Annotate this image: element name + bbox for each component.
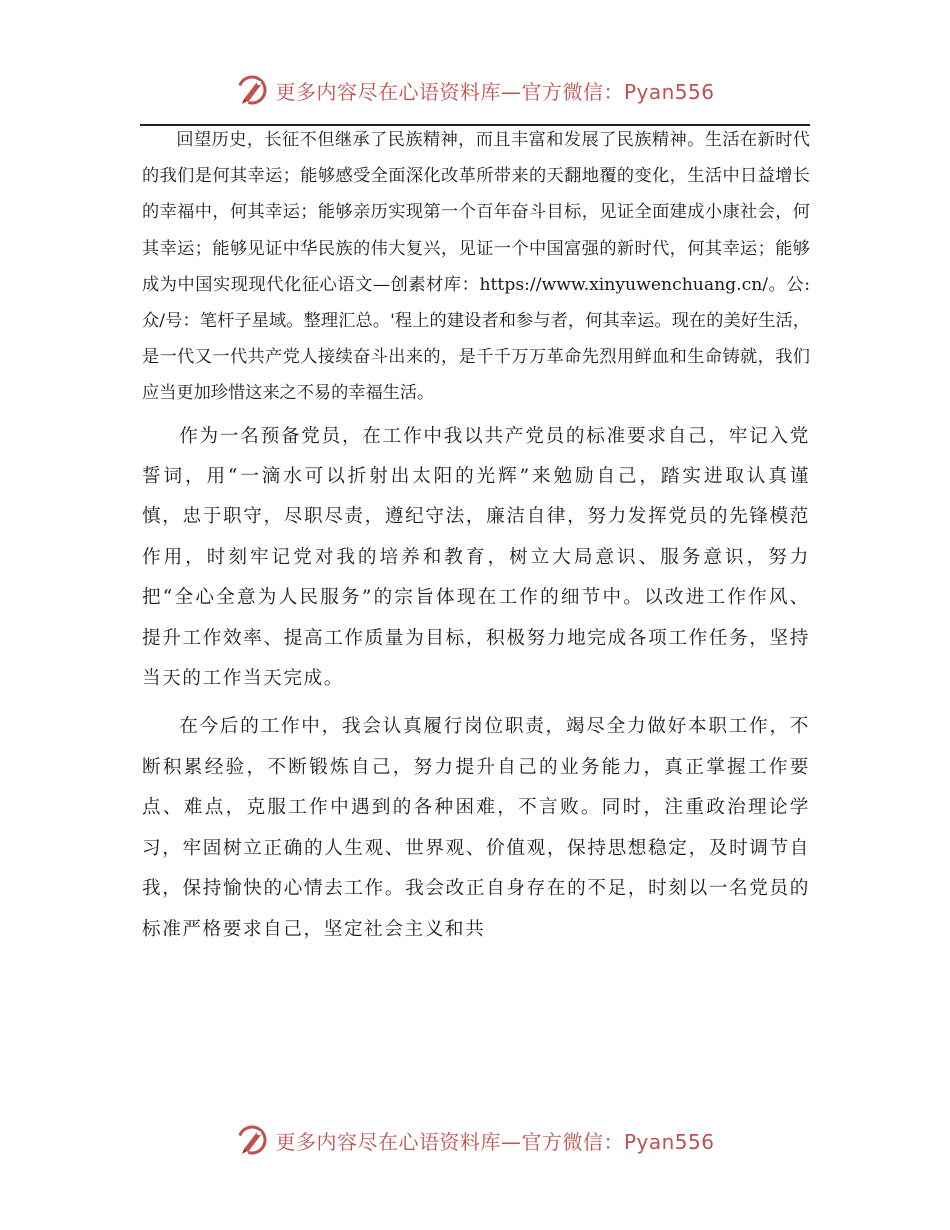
document-body — [142, 122, 810, 950]
body-paragraph: 在今后的工作中，我会认真履行岗位职责，竭尽全力做好本职工作，不断积累经验，不断锻炼自己，努力提升自己的业务能力，真正掌握工作要点、难点，克服工作中遇到的各种困难，不言败。同时，注重政治理论学习，牢固树立正确的人生观、世界观、价值观，保持思想稳定，及时调节自我，保持愉快的心情去工作。我会改正自身存在的不足，时刻以一名党员的标准严格要求自己，坚定社会主义和共 — [142, 716, 810, 940]
body-paragraph: 作为一名预备党员，在工作中我以共产党员的标准要求自己，牢记入党誓词，用“一滴水可以折射出太阳的光辉”来勉励自己，踏实进取认真谨慎，忠于职守，尽职尽责，遵纪守法，廉洁自律，努力发挥党员的先锋模范作用，时刻牢记党对我的培养和教育，树立大局意识、服务意识，努力把“全心全意为人民服务”的宗旨体现在工作的细节中。以改进工作作风、提升工作效率、提高工作质量为目标，积极努力地完成各项工作任务，坚持当天的工作当天完成。 — [142, 425, 810, 690]
red-pen-logo-icon — [235, 73, 269, 107]
body-paragraph: 回望历史，长征不但继承了民族精神，而且丰富和发展了民族精神。生活在新时代的我们是何其幸运；能够感受全面深化改革所带来的天翻地覆的变化，生活中日益增长的幸福中，何其幸运；能够亲历实现第一个百年奋斗目标，见证全面建成小康社会，何其幸运；能够见证中华民族的伟大复兴，见证一个中国富强的新时代，何其幸运；能够成为中国实现现代化征心语文—创素材库：https://www.xinyuwenchuang.cn/。公:众/号：笔杆子星域。整理汇总。'程上的建设者和参与者，何其幸运。现在的美好生活，是一代又一代共产党人接续奋斗出来的，是千千万万革命先烈用鲜血和生命铸就，我们应当更加珍惜这来之不易的幸福生活。 — [142, 130, 810, 404]
footer-banner-text: 更多内容尽在心语资料库—官方微信：Pyan556 — [275, 1129, 715, 1154]
footer-banner — [0, 1120, 950, 1160]
header-banner-text: 更多内容尽在心语资料库—官方微信：Pyan556 — [275, 79, 715, 104]
red-pen-logo-icon — [235, 1123, 269, 1157]
header-banner — [0, 70, 950, 110]
